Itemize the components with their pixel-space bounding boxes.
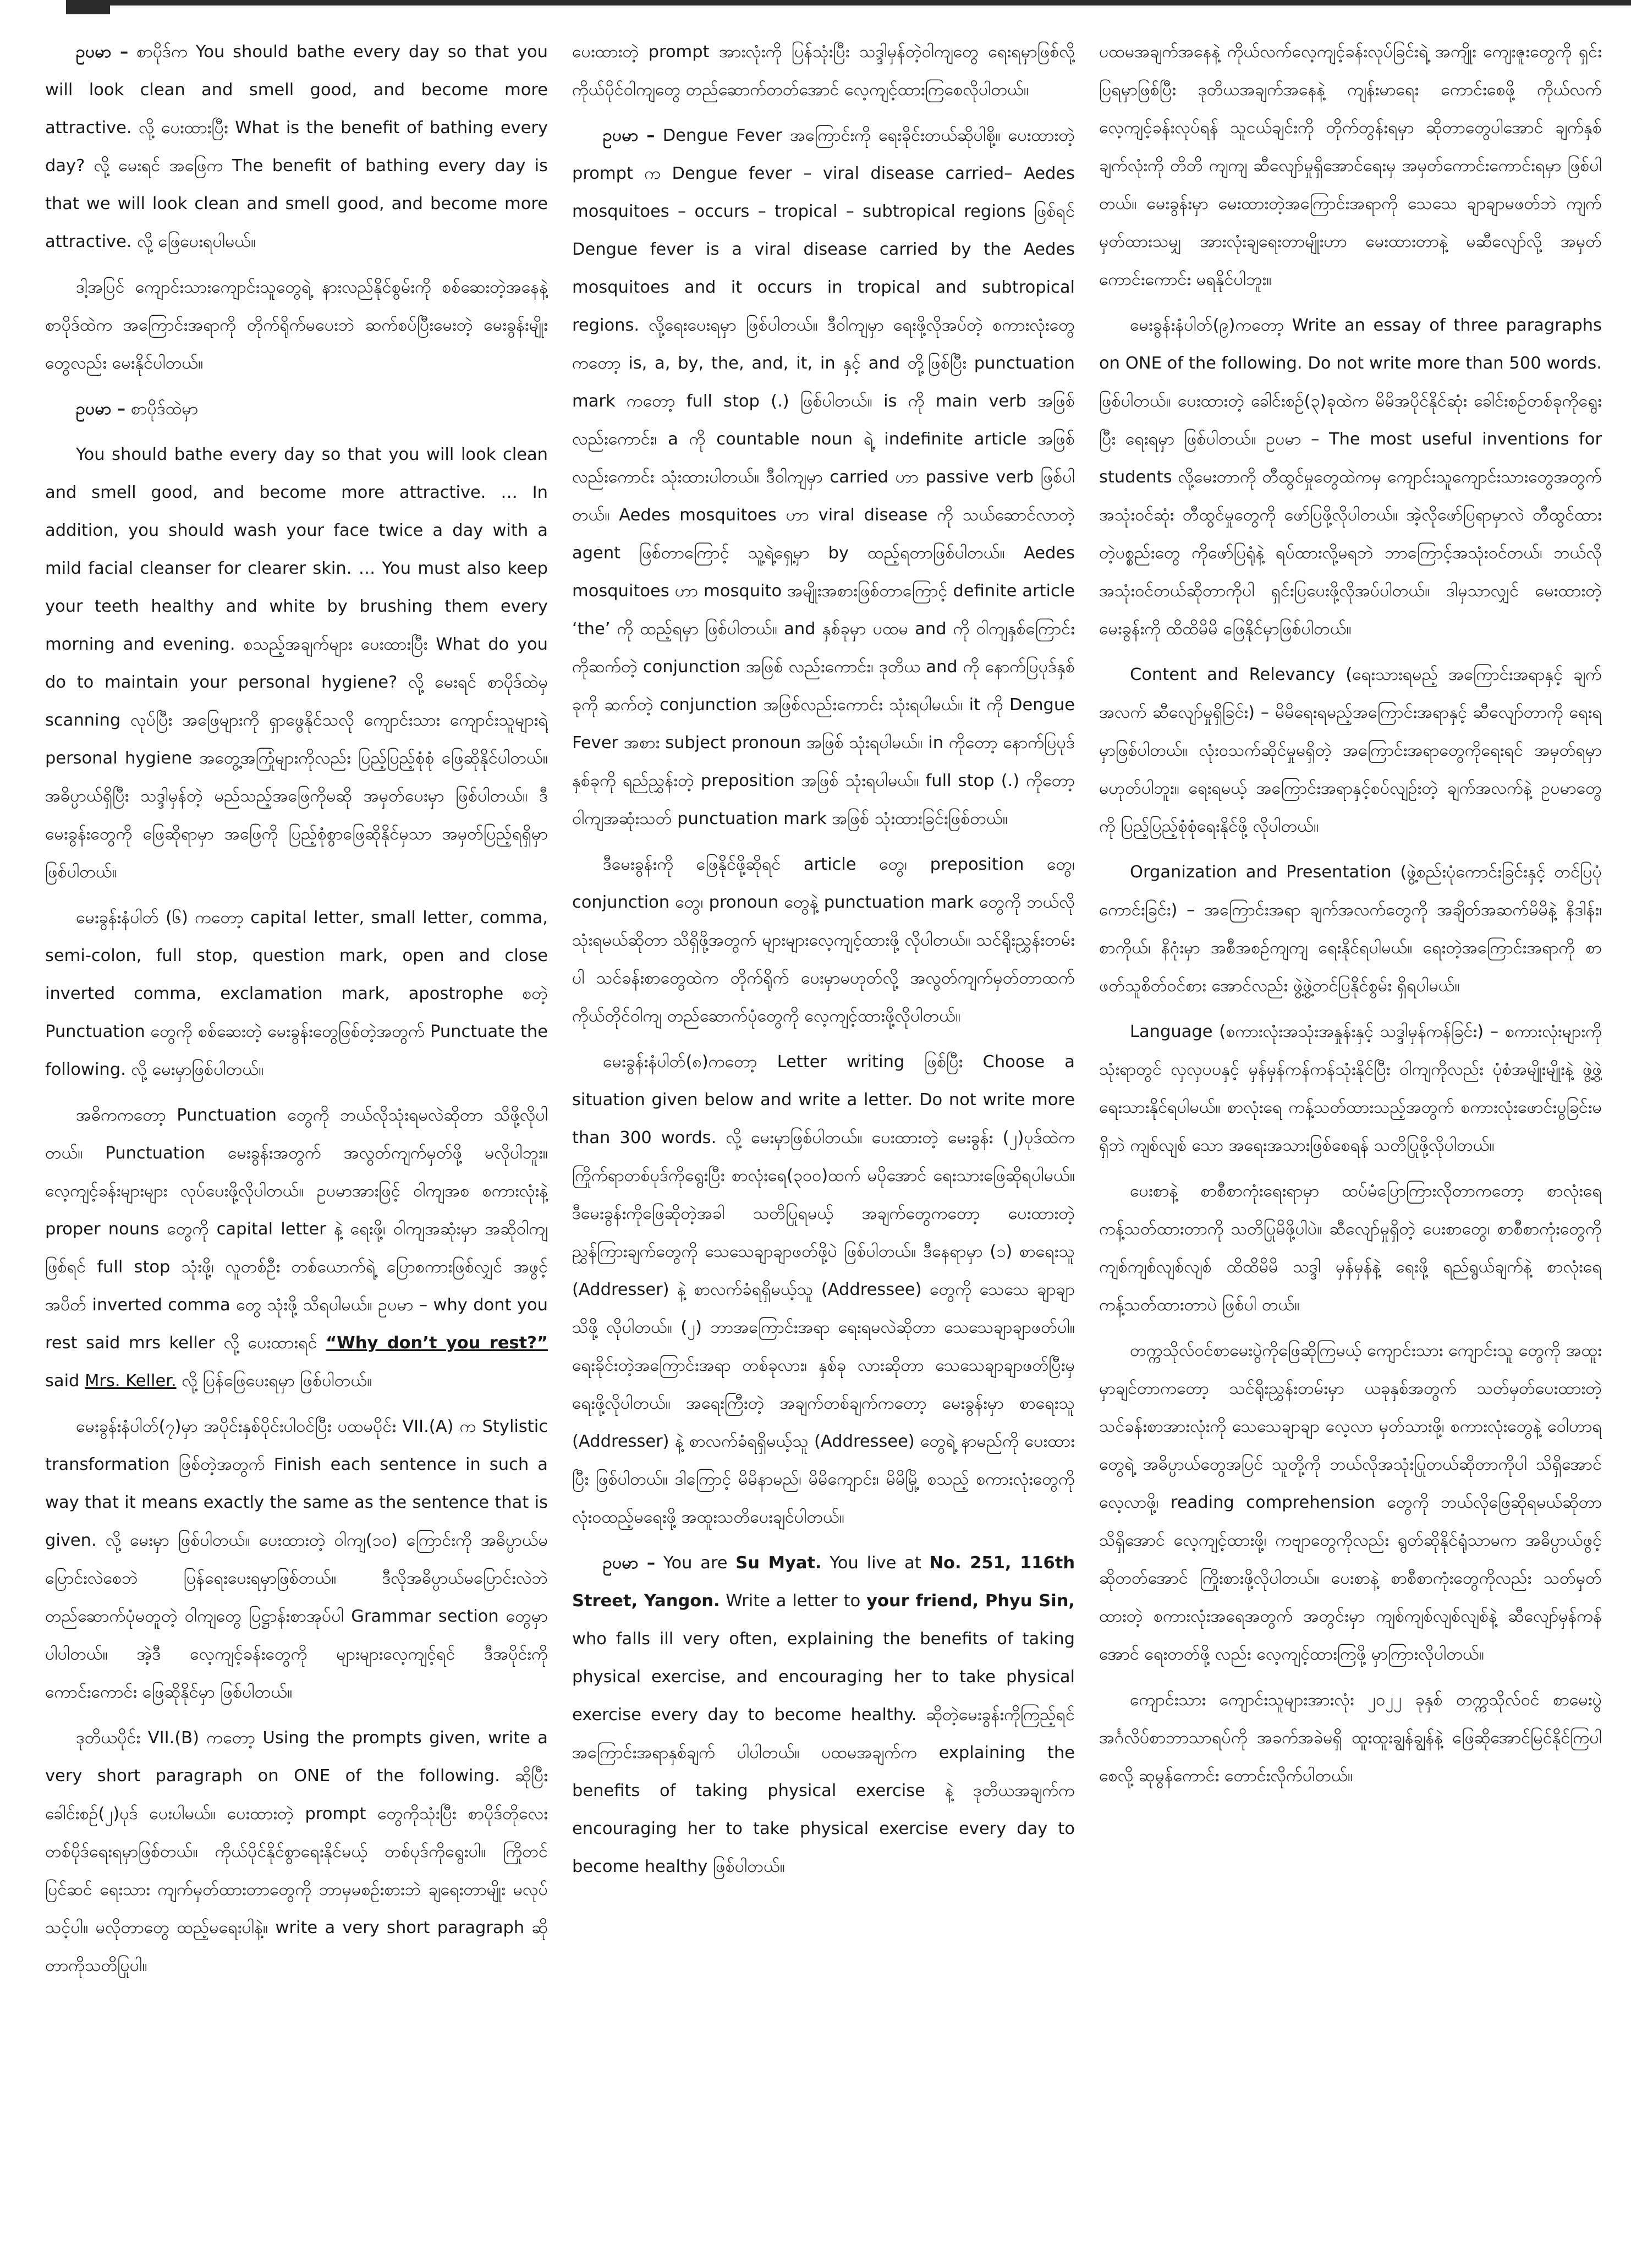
paragraph: Organization and Presentation (ဖွဲ့စည်းပုံကောင်းခြင်းနှင့် တင်ပြပုံကောင်းခြင်း) – အကြောင်းအရာ ချက်အလက်တွေကို အချိတ်အဆက်မိမိနဲ့ နိဒါန်း၊ စာကိုယ်၊ နိဂုံးမှာ အစီအစဉ်ကျကျ ရေးနိုင်ရပါမယ်။ ရေးတဲ့အကြောင်းအရာကို စာဖတ်သူစိတ်ဝင်စား အောင်လည်း ဖွဲ့ဖွဲ့တင်ပြနိုင်စွမ်း ရှိရပါမယ်။ <box>1099 863 1602 996</box>
paragraph-text: လို့ ပြန်ဖြေပေးရမှာ ဖြစ်ပါတယ်။ <box>182 1371 372 1391</box>
paragraph-text: You live at <box>830 1553 921 1573</box>
paragraph: မေးခွန်းနံပါတ်(၇)မှာ အပိုင်းနှစ်ပိုင်းပါဝင်ပြီး ပထမပိုင်း VII.(A) က Stylistic transformation ဖြစ်တဲ့အတွက် Finish each sentence in such a way that it means exactly the same as the sentence that is given. လို့ မေးမှာ ဖြစ်ပါတယ်။ ပေးထားတဲ့ ဝါကျ(၁၀) ကြောင်းကို အဓိပ္ပာယ်မပြောင်းလဲစေဘဲ ပြန်ရေးပေးရမှာဖြစ်တယ်။ ဒီလိုအဓိပ္ပာယ်မပြောင်းလဲဘဲ တည်ဆောက်ပုံမတူတဲ့ ဝါကျတွေ ပြဋ္ဌာန်းစာအုပ်ပါ Grammar section တွေမှာပါပါတယ်။ အဲ့ဒီ လေ့ကျင့်ခန်းတွေကို များများလေ့ကျင့်ရင် ဒီအပိုင်းကို ကောင်းကောင်း ဖြေဆိုနိုင်မှာ ဖြစ်ပါတယ်။ <box>45 1417 548 1702</box>
column-1 <box>45 33 548 2255</box>
paragraph-text: စာပိုဒ်ထဲမှာ <box>130 399 199 419</box>
paragraph-text: အဓိကကတော့ Punctuation တွေကို ဘယ်လိုသုံးရမလဲဆိုတာ သိဖို့လိုပါတယ်။ Punctuation မေးခွန်းအတွက် အလွတ်ကျက်မှတ်ဖို့ မလိုပါဘူး။ လေ့ကျင့်ခန်းများများ လုပ်ပေးဖို့လိုပါတယ်။ ဥပမာအားဖြင့် ဝါကျအစ စကားလုံးနဲ့ proper nouns တွေကို capital letter နဲ့ ရေးဖို့၊ ဝါကျအဆုံးမှာ အဆိုဝါကျဖြစ်ရင် full stop သုံးဖို့၊ လူတစ်ဦး တစ်ယောက်ရဲ့ ပြောစကားဖြစ်လျှင် အဖွင့် အပိတ် inverted comma တွေ သုံးဖို့ သိရပါမယ်။ ဥပမာ – why dont you rest said mrs keller လို့ ပေးထားရင် <box>45 1106 548 1353</box>
article-page <box>45 33 1602 2255</box>
paragraph: တက္ကသိုလ်ဝင်စာမေးပွဲကိုဖြေဆိုကြမယ့် ကျောင်းသား ကျောင်းသူ တွေကို အထူးမှာချင်တာကတော့ သင်ရိုးညွှန်းတမ်းမှာ ယခုနှစ်အတွက် သတ်မှတ်ပေးထားတဲ့ သင်ခန်းစာအားလုံးကို သေသေချာချာ လေ့လာ မှတ်သားဖို့၊ စကားလုံးတွေနဲ့ ဝေါဟာရတွေရဲ့ အဓိပ္ပာယ်တွေအပြင် သူတို့ကို ဘယ်လိုအသုံးပြုတယ်ဆိုတာကိုပါ သိရှိအောင် လေ့လာဖို့၊ reading comprehension တွေကို ဘယ်လိုဖြေဆိုရမယ်ဆိုတာ သိရှိအောင် လေ့ကျင့်ထားဖို့၊ ကဗျာတွေကိုလည်း ရွတ်ဆိုနိုင်ရုံသာမက အဓိပ္ပာယ်ဖွင့်ဆိုတတ်အောင် ကြိုးစားဖို့လိုပါတယ်။ ပေးစာနဲ့ စာစီစာကုံးတွေကိုလည်း သတ်မှတ်ထားတဲ့ စကားလုံးအရေအတွက် အတွင်းမှာ ကျစ်ကျစ်လျစ်လျစ်နဲ့ ဆီလျော်မှန်ကန်အောင် ရေးတတ်ဖို့ လည်း လေ့ကျင့်ထားကြဖို့ မှာကြားလိုပါတယ်။ <box>1099 1341 1602 1664</box>
example-label: ဥပမာ – <box>76 399 126 419</box>
paragraph-text: Write a letter to <box>726 1591 861 1611</box>
column-3 <box>1099 33 1602 2255</box>
paragraph <box>45 1096 548 1400</box>
corner-tab <box>66 0 110 14</box>
paragraph <box>45 33 548 261</box>
paragraph-text: who falls ill very often, explaining the benefits of taking physical exercise, and encouraging her to take physical exercise every day to become healthy. ဆိုတဲ့မေးခွန်းကိုကြည့်ရင် အကြောင်းအရာနှစ်ချက် ပါပါတယ်။ ပထမအချက်က explaining the benefits of taking physical exercise နဲ့ ဒုတိယအချက်က encouraging her to take physical exercise every day to become healthy ဖြစ်ပါတယ်။ <box>572 1629 1075 1876</box>
paragraph <box>572 117 1075 838</box>
top-rule <box>110 0 1631 6</box>
paragraph: ဒုတိယပိုင်း VII.(B) ကတော့ Using the prompts given, write a very short paragraph on ONE of the following. ဆိုပြီး ခေါင်းစဉ်(၂)ပုဒ် ပေးပါမယ်။ ပေးထားတဲ့ prompt တွေကိုသုံးပြီး စာပိုဒ်တိုလေး တစ်ပိုဒ်ရေးရမှာဖြစ်တယ်။ ကိုယ်ပိုင်နိုင်စွာရေးနိုင်မယ့် တစ်ပုဒ်ကိုရွေးပါ။ ကြိုတင်ပြင်ဆင် ရေးသား ကျက်မှတ်ထားတာတွေကို ဘာမှမစဉ်းစားဘဲ ချရေးတာမျိုး မလုပ်သင့်ပါ။ မလိုတာတွေ ထည့်မရေးပါနဲ့။ write a very short paragraph ဆိုတာကိုသတိပြုပါ။ <box>45 1728 548 1975</box>
example-label: ဥပမာ – <box>603 126 655 145</box>
example-label: ဥပမာ – <box>603 1553 656 1573</box>
example-label: ဥပမာ – <box>76 42 129 62</box>
column-2 <box>572 33 1075 2255</box>
paragraph: ပထမအချက်အနေနဲ့ ကိုယ်လက်လေ့ကျင့်ခန်းလုပ်ခြင်းရဲ့ အကျိုး ကျေးဇူးတွေကို ရှင်းပြရမှာဖြစ်ပြီး ဒုတိယအချက်အနေနဲ့ ကျန်းမာရေး ကောင်းစေဖို့ ကိုယ်လက်လေ့ကျင့်ခန်းလုပ်ရန် သူငယ်ချင်းကို တိုက်တွန်းရမှာ ဆိုတာတွေပါအောင် ချက်နှစ်ချက်လုံးကို တိတိ ကျကျ ဆီလျော်မှုရှိအောင်ရေးမှ အမှတ်ကောင်းကောင်းရမှာ ဖြစ်ပါတယ်။ မေးခွန်းမှာ မေးထားတဲ့အကြောင်းအရာကို သေသေ ချာချာမဖတ်ဘဲ ကျက်မှတ်ထားသမျှ အားလုံးချရေးတာမျိုးဟာ မေးထားတာနဲ့ မဆီလျော်လို့ အမှတ်ကောင်းကောင်း မရနိုင်ပါဘူး။ <box>1099 42 1602 289</box>
paragraph: You should bathe every day so that you will look clean and smell good, and become more attractive. … In addition, you should wash your face twice a day with a mild facial cleanser for clearer skin. … You must also keep your teeth healthy and white by brushing them every morning and evening. စသည့်အချက်များ ပေးထားပြီး What do you do to maintain your personal hygiene? လို့ မေးရင် စာပိုဒ်ထဲမှ scanning လုပ်ပြီး အဖြေများကို ရှာဖွေနိုင်သလို ကျောင်းသား ကျောင်းသူများရဲ့ personal hygiene အတွေ့အကြုံများကိုလည်း ပြည့်ပြည့်စုံစုံ ဖြေဆိုနိုင်ပါတယ်။ အဓိပ္ပာယ်ရှိပြီး သဒ္ဒါမှန်တဲ့ မည်သည့်အဖြေကိုမဆို အမှတ်ပေးမှာ ဖြစ်ပါတယ်။ ဒီမေးခွန်းတွေကို ဖြေဆိုရာမှာ အဖြေကို ပြည့်စုံစွာဖြေဆိုနိုင်မှသာ အမှတ်ပြည့်ရရှိမှာ ဖြစ်ပါတယ်။ <box>45 445 548 882</box>
paragraph: Content and Relevancy (ရေးသားရမည့် အကြောင်းအရာနှင့် ချက်အလက် ဆီလျော်မှုရှိခြင်း) – မိမိရေးရမည့်အကြောင်းအရာနှင့် ဆီလျော်တာကို ရေးရမှာဖြစ်ပါတယ်။ လုံးဝသက်ဆိုင်မှုမရှိတဲ့ အကြောင်းအရာတွေကိုရေးရင် အမှတ်ရမှာ မဟုတ်ပါဘူး။ ရေးရမယ့် အကြောင်းအရာနှင့်စပ်လျဉ်းတဲ့ ချက်အလက်နဲ့ ဥပမာတွေကို ပြည့်ပြည့်စုံစုံရေးနိုင်ဖို့ လိုပါတယ်။ <box>1099 665 1602 836</box>
paragraph: မေးခွန်းနံပါတ်(၉)ကတော့ Write an essay of three paragraphs on ONE of the following. Do not write more than 500 words. ဖြစ်ပါတယ်။ ပေးထားတဲ့ ခေါင်းစဉ်(၃)ခုထဲက မိမိအပိုင်နိုင်ဆုံး ခေါင်းစဉ်တစ်ခုကိုရွေးပြီး ရေးရမှာ ဖြစ်ပါတယ်။ ဥပမာ – The most useful inventions for students လို့မေးတာကို တီထွင်မှုတွေထဲကမှ ကျောင်းသူကျောင်းသားတွေအတွက် အသုံးဝင်ဆုံး တီထွင်မှုတွေကို ဖော်ပြဖို့လိုပါတယ်။ အဲ့လိုဖော်ပြရာမှာလဲ တီထွင်ထားတဲ့ပစ္စည်းတွေ ကိုဖော်ပြရုံနဲ့ ရပ်ထားလို့မရဘဲ ဘာကြောင့်အသုံးဝင်တယ်၊ ဘယ်လို အသုံးဝင်တယ်ဆိုတာကိုပါ ရှင်းပြပေးဖို့လိုအပ်ပါတယ်။ ဒါမှသာလျှင် မေးထားတဲ့မေးခွန်းကို ထိထိမိမိ ဖြေနိုင်မှာဖြစ်ပါတယ်။ <box>1099 316 1602 639</box>
paragraph: ဒါ့အပြင် ကျောင်းသားကျောင်းသူတွေရဲ့ နားလည်နိုင်စွမ်းကို စစ်ဆေးတဲ့အနေနဲ့ စာပိုဒ်ထဲက အကြောင်းအရာကို တိုက်ရိုက်မပေးဘဲ ဆက်စပ်ပြီးမေးတဲ့ မေးခွန်းမျိုးတွေလည်း မေးနိုင်ပါတယ်။ <box>45 278 548 373</box>
paragraph: မေးခွန်းနံပါတ် (၆) ကတော့ capital letter, small letter, comma, semi-colon, full stop, question mark, open and close inverted comma, exclamation mark, apostrophe စတဲ့ Punctuation တွေကို စစ်ဆေးတဲ့ မေးခွန်းတွေဖြစ်တဲ့အတွက် Punctuate the following. လို့ မေးမှာဖြစ်ပါတယ်။ <box>45 908 548 1079</box>
paragraph: Language (စကားလုံးအသုံးအနှုန်းနှင့် သဒ္ဒါမှန်ကန်ခြင်း) – စကားလုံးများကိုသုံးရာတွင် လှလှပပနှင့် မှန်မှန်ကန်ကန်သုံးနိုင်ပြီး ဝါကျကိုလည်း ပုံစံအမျိုးမျိုးနဲ့ ဖွဲ့ဖွဲ့ရေးသားနိုင်ရပါမယ်။ စာလုံးရေ ကန့်သတ်ထားသည့်အတွက် စကားလုံးဖောင်းပွခြင်းမရှိဘဲ ကျစ်လျစ် သော အရေးအသားဖြစ်စေရန် သတိပြုဖို့လိုပါတယ်။ <box>1099 1022 1602 1155</box>
paragraph-text: You are <box>663 1553 728 1573</box>
paragraph: မေးခွန်းနံပါတ်(၈)ကတော့ Letter writing ဖြစ်ပြီး Choose a situation given below and write a letter. Do not write more than 300 words. လို့ မေးမှာဖြစ်ပါတယ်။ ပေးထားတဲ့ မေးခွန်း (၂)ပုဒ်ထဲက ကြိုက်ရာတစ်ပုဒ်ကိုရွေးပြီး စာလုံးရေ(၃၀၀)ထက် မပိုအောင် ရေးသားဖြေဆိုရပါမယ်။ ဒီမေးခွန်းကိုဖြေဆိုတဲ့အခါ သတိပြုရမယ့် အချက်တွေကတော့ ပေးထားတဲ့ ညွှန်ကြားချက်တွေကို သေသေချာချာဖတ်ဖို့ပဲ ဖြစ်ပါတယ်။ ဒီနေရာမှာ (၁) စာရေးသူ (Addresser) နဲ့ စာလက်ခံရရှိမယ့်သူ (Addressee) တွေကို သေသေ ချာချာသိဖို့ လိုပါတယ်။ (၂) ဘာအကြောင်းအရာ ရေးရမလဲဆိုတာ သေသေချာချာဖတ်ပါ။ ရေးခိုင်းတဲ့အကြောင်းအရာ တစ်ခုလား၊ နှစ်ခု လားဆိုတာ သေသေချာချာဖတ်ပြီးမှ ရေးဖို့လိုပါတယ်။ အရေးကြီးတဲ့ အချက်တစ်ချက်ကတော့ မေးခွန်းမှာ စာရေးသူ (Addresser) နဲ့ စာလက်ခံရရှိမယ့်သူ (Addressee) တွေရဲ့ နာမည်ကို ပေးထားပြီး ဖြစ်ပါတယ်။ ဒါကြောင့် မိမိနာမည်၊ မိမိကျောင်း၊ မိမိမြို့ စသည့် စကားလုံးတွေကို လုံးဝထည့်မရေးဖို့ အထူးသတိပေးချင်ပါတယ်။ <box>572 1052 1075 1527</box>
paragraph: ဒီမေးခွန်းကို ဖြေနိုင်ဖို့ဆိုရင် article တွေ၊ preposition တွေ၊ conjunction တွေ၊ pronoun တွေနဲ့ punctuation mark တွေကို ဘယ်လိုသုံးရမယ်ဆိုတာ သိရှိဖို့အတွက် များများလေ့ကျင့်ထားဖို့ လိုပါတယ်။ သင်ရိုးညွှန်းတမ်းပါ သင်ခန်းစာတွေထဲက တိုက်ရိုက် ပေးမှာမဟုတ်လို့ အလွတ်ကျက်မှတ်တာထက် ကိုယ်တိုင်ဝါကျ တည်ဆောက်ပုံတွေကို လေ့ကျင့်ထားဖို့လိုပါတယ်။ <box>572 855 1075 1026</box>
paragraph: ကျောင်းသား ကျောင်းသူများအားလုံး ၂၀၂၂ ခုနှစ် တက္ကသိုလ်ဝင် စာမေးပွဲ အင်္ဂလိပ်စာဘာသာရပ်ကို အခက်အခဲမရှိ ထူးထူးချွန်ချွန်နဲ့ ဖြေဆိုအောင်မြင်နိုင်ကြပါစေလို့ ဆုမွန်ကောင်း တောင်းလိုက်ပါတယ်။ <box>1099 1690 1602 1786</box>
quote-example: “Why don’t you rest?” <box>326 1333 548 1353</box>
paragraph <box>45 390 548 428</box>
paragraph-text: Dengue Fever အကြောင်းကို ရေးခိုင်းတယ်ဆိုပါစို့။ ပေးထားတဲ့ prompt က Dengue fever – viral disease carried– Aedes mosquitoes – occurs – tropical – subtropical regions ဖြစ်ရင် Dengue fever is a viral disease carried by the Aedes mosquitoes and it occurs in tropical and subtropical regions. လို့ရေးပေးရမှာ ဖြစ်ပါတယ်။ ဒီဝါကျမှာ ရေးဖို့လိုအပ်တဲ့ စကားလုံးတွေ ကတော့ is, a, by, the, and, it, in နှင့် and တို့ဖြစ်ပြီး punctuation mark ကတော့ full stop (.) ဖြစ်ပါတယ်။ is ကို main verb အဖြစ် လည်းကောင်း၊ a ကို countable noun ရဲ့ indefinite article အဖြစ်လည်းကောင်း သုံးထားပါတယ်။ ဒီဝါကျမှာ carried ဟာ passive verb ဖြစ်ပါတယ်။ Aedes mosquitoes ဟာ viral disease ကို သယ်ဆောင်လာတဲ့ agent ဖြစ်တာကြောင့် သူ့ရဲ့ရှေ့မှာ by ထည့်ရတာဖြစ်ပါတယ်။ Aedes mosquitoes ဟာ mosquito အမျိုးအစားဖြစ်တာကြောင့် definite article ‘the’ ကို ထည့်ရမှာ ဖြစ်ပါတယ်။ and နှစ်ခုမှာ ပထမ and ကို ဝါကျနှစ်ကြောင်းကိုဆက်တဲ့ conjunction အဖြစ် လည်းကောင်း၊ ဒုတိယ and ကို နောက်ပြပုဒ်နှစ်ခုကို ဆက်တဲ့ conjunction အဖြစ်လည်းကောင်း သုံးရပါမယ်။ it ကို Dengue Fever အစား subject pronoun အဖြစ် သုံးရပါမယ်။ in ကိုတော့ နောက်ပြပုဒ်နှစ်ခုကို ရည်ညွှန်းတဲ့ preposition အဖြစ် သုံးရပါမယ်။ full stop (.) ကိုတော့ ဝါကျအဆုံးသတ် punctuation mark အဖြစ် သုံးထားခြင်းဖြစ်တယ်။ <box>572 126 1075 828</box>
writer-address: No. 251, 116th Street, Yangon. <box>572 1553 1075 1611</box>
writer-name: Su Myat. <box>735 1553 822 1573</box>
paragraph: ပေးထားတဲ့ prompt အားလုံးကို ပြန်သုံးပြီး သဒ္ဒါမှန်တဲ့ဝါကျတွေ ရေးရမှာဖြစ်လို့ ကိုယ်ပိုင်ဝါကျတွေ တည်ဆောက်တတ်အောင် လေ့ကျင့်ထားကြစေလိုပါတယ်။ <box>572 42 1075 100</box>
name-example: Mrs. Keller. <box>85 1371 177 1391</box>
paragraph-text: said <box>45 1371 80 1391</box>
paragraph <box>572 1544 1075 1886</box>
paragraph: ပေးစာနဲ့ စာစီစာကုံးရေးရာမှာ ထပ်မံပြောကြားလိုတာကတော့ စာလုံးရေကန့်သတ်ထားတာကို သတိပြုမိဖို့ပါပဲ။ ဆီလျော်မှုရှိတဲ့ ပေးစာတွေ၊ စာစီစာကုံးတွေကို ကျစ်ကျစ်လျစ်လျစ် ထိထိမိမိ သဒ္ဒါ မှန်မှန်နဲ့ ရေးဖို့ ရည်ရွယ်ချက်နဲ့ စာလုံးရေကန့်သတ်ထားတာပဲ ဖြစ်ပါ တယ်။ <box>1099 1182 1602 1315</box>
paragraph-text: စာပိုဒ်က You should bathe every day so that you will look clean and smell good, and become more attractive. လို့ ပေးထားပြီး What is the benefit of bathing every day? လို့ မေးရင် အဖြေက The benefit of bathing every day is that we will look clean and smell good, and become more attractive. လို့ ဖြေပေးရပါမယ်။ <box>45 42 548 251</box>
recipient-name: your friend, Phyu Sin, <box>866 1591 1075 1611</box>
